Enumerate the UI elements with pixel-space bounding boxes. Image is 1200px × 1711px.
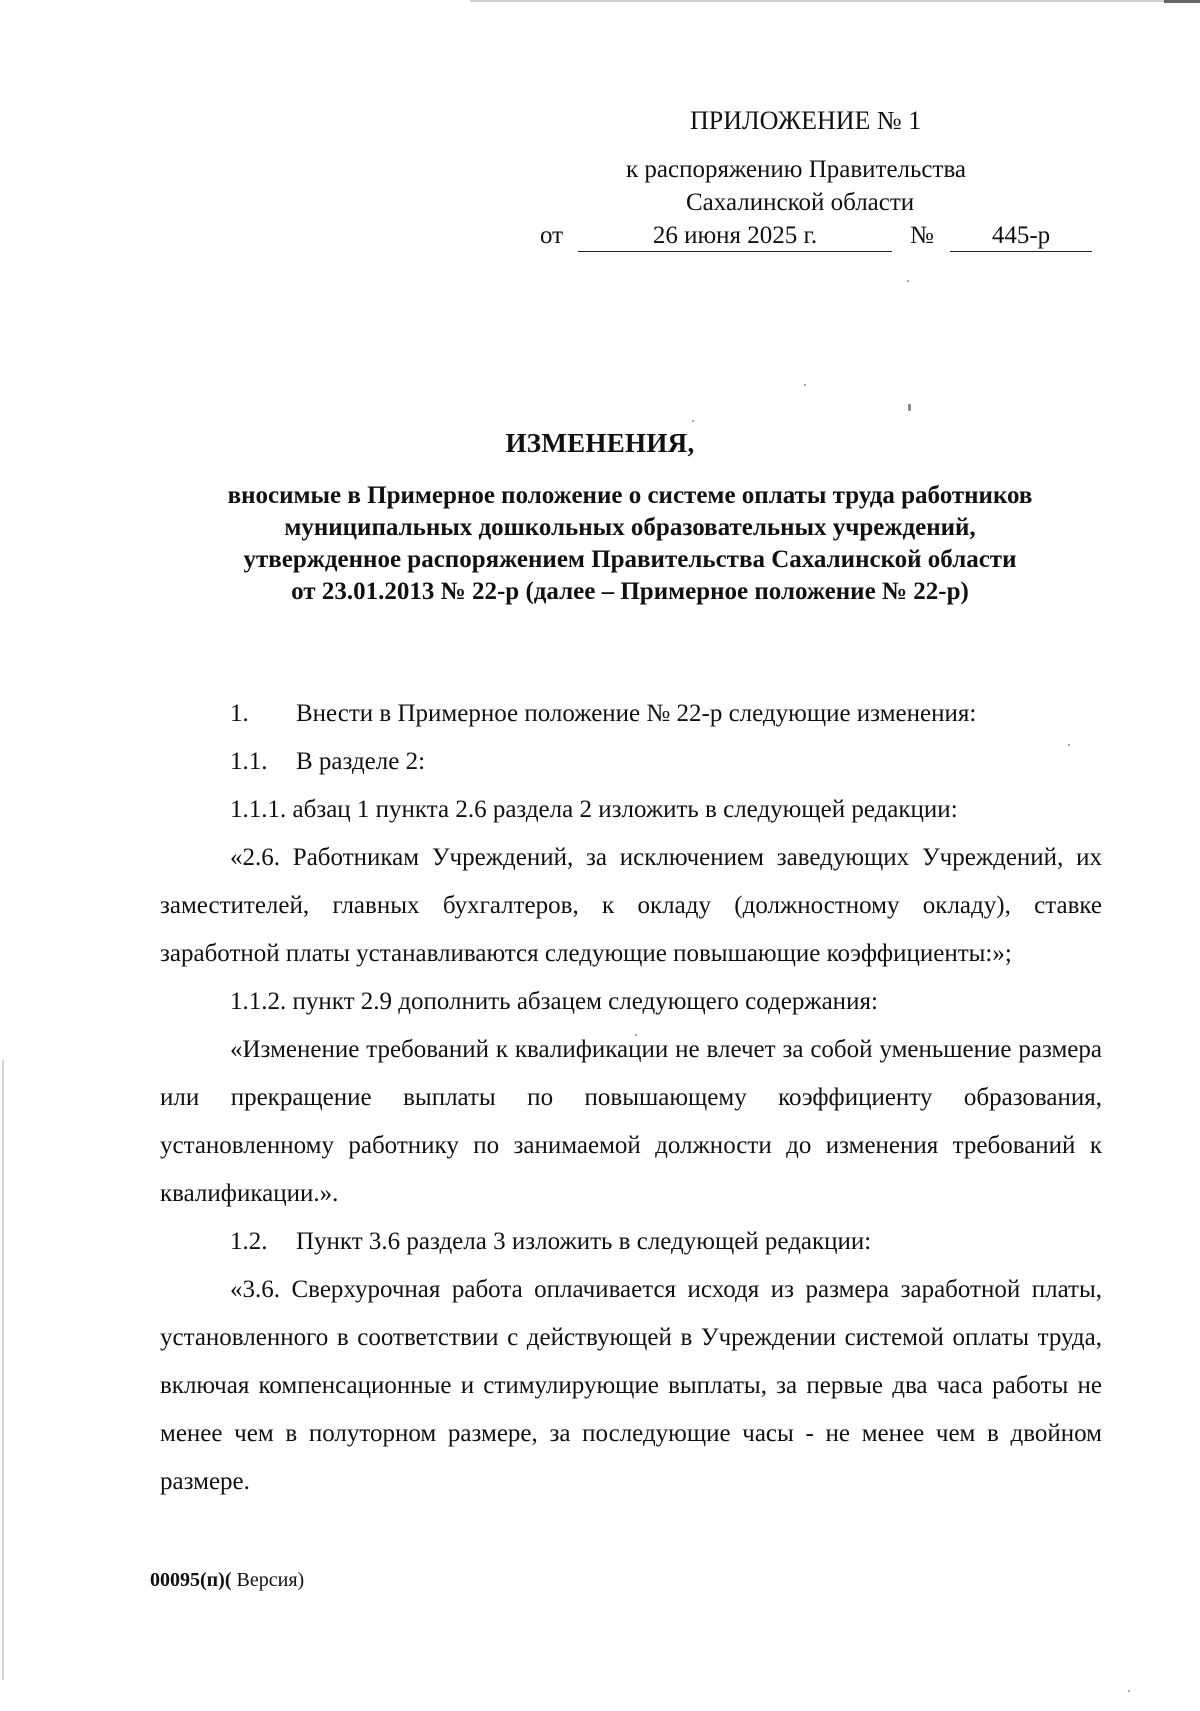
order-date: 26 июня 2025 г. bbox=[578, 222, 892, 252]
footer-code bbox=[150, 1569, 304, 1592]
clause-text: В разделе 2: bbox=[296, 748, 426, 775]
subtitle-line: утвержденное распоряжением Правительства Сахалинской области bbox=[243, 546, 1017, 573]
clause-1-1-1: 1.1.1. абзац 1 пункта 2.6 раздела 2 изложить в следующей редакции: bbox=[230, 796, 958, 823]
quoted-clause-3-6: «3.6. Сверхурочная работа оплачивается исходя из размера заработной платы, установленного в соответствии с действующей в Учреждении системой оплаты труда, включая компенсационные и стимулирующие выплаты, за первые два часа работы не менее чем в полуторном размере, за последующие часы - не менее чем в двойном размере. bbox=[160, 1276, 1102, 1495]
clause-number: 1.1. bbox=[230, 748, 268, 775]
clause-text: Пункт 3.6 раздела 3 изложить в следующей редакции: bbox=[296, 1228, 872, 1255]
form-code: 00095(п)( bbox=[150, 1569, 232, 1591]
clause-number: 1. bbox=[230, 700, 249, 727]
clause-1-1 bbox=[160, 738, 1102, 786]
version-label: Версия) bbox=[231, 1569, 305, 1591]
subtitle-line: муниципальных дошкольных образовательных учреждений, bbox=[284, 514, 976, 541]
document-body bbox=[160, 690, 1102, 1506]
document-subtitle bbox=[150, 480, 1110, 608]
scan-edge-line bbox=[470, 0, 1200, 2]
scan-speck bbox=[1128, 1690, 1130, 1692]
appendix-heading: ПРИЛОЖЕНИЕ № 1 bbox=[690, 106, 922, 135]
order-number: 445-р bbox=[950, 222, 1092, 252]
clause-1-2 bbox=[160, 1218, 1102, 1266]
quoted-clause-2-6: «2.6. Работникам Учреждений, за исключением заведующих Учреждений, их заместителей, главных бухгалтеров, к окладу (должностному окладу), ставке заработной платы устанавливаются следующие повышающие коэффициенты:»; bbox=[160, 844, 1102, 967]
scan-edge-mark bbox=[1164, 0, 1200, 3]
scan-speck bbox=[907, 280, 909, 282]
clause-1-1-2: 1.1.2. пункт 2.9 дополнить абзацем следующего содержания: bbox=[230, 988, 878, 1015]
subtitle-line: от 23.01.2013 № 22-р (далее – Примерное положение № 22-р) bbox=[291, 578, 969, 605]
number-label: № bbox=[910, 222, 934, 249]
order-date-number-row bbox=[540, 222, 1100, 258]
scan-speck bbox=[804, 384, 806, 386]
clause-number: 1.2. bbox=[230, 1228, 268, 1255]
region-line: Сахалинской области bbox=[686, 189, 915, 216]
from-label: от bbox=[540, 222, 564, 249]
clause-text: Внести в Примерное положение № 22-р следующие изменения: bbox=[296, 700, 977, 727]
subtitle-line: вносимые в Примерное положение о системе оплаты труда работников bbox=[227, 482, 1033, 509]
scan-speck bbox=[692, 420, 694, 422]
scan-left-edge bbox=[2, 1060, 4, 1680]
quoted-clause-2-9: «Изменение требований к квалификации не влечет за собой уменьшение размера или прекращение выплаты по повышающему коэффициенту образования, установленному работнику по занимаемой должности до изменения требований к квалификации.». bbox=[160, 1036, 1102, 1207]
document-title: ИЗМЕНЕНИЯ, bbox=[505, 428, 695, 458]
clause-1 bbox=[160, 690, 1102, 738]
order-reference-line: к распоряжению Правительства bbox=[626, 156, 967, 183]
scan-speck bbox=[908, 404, 911, 411]
